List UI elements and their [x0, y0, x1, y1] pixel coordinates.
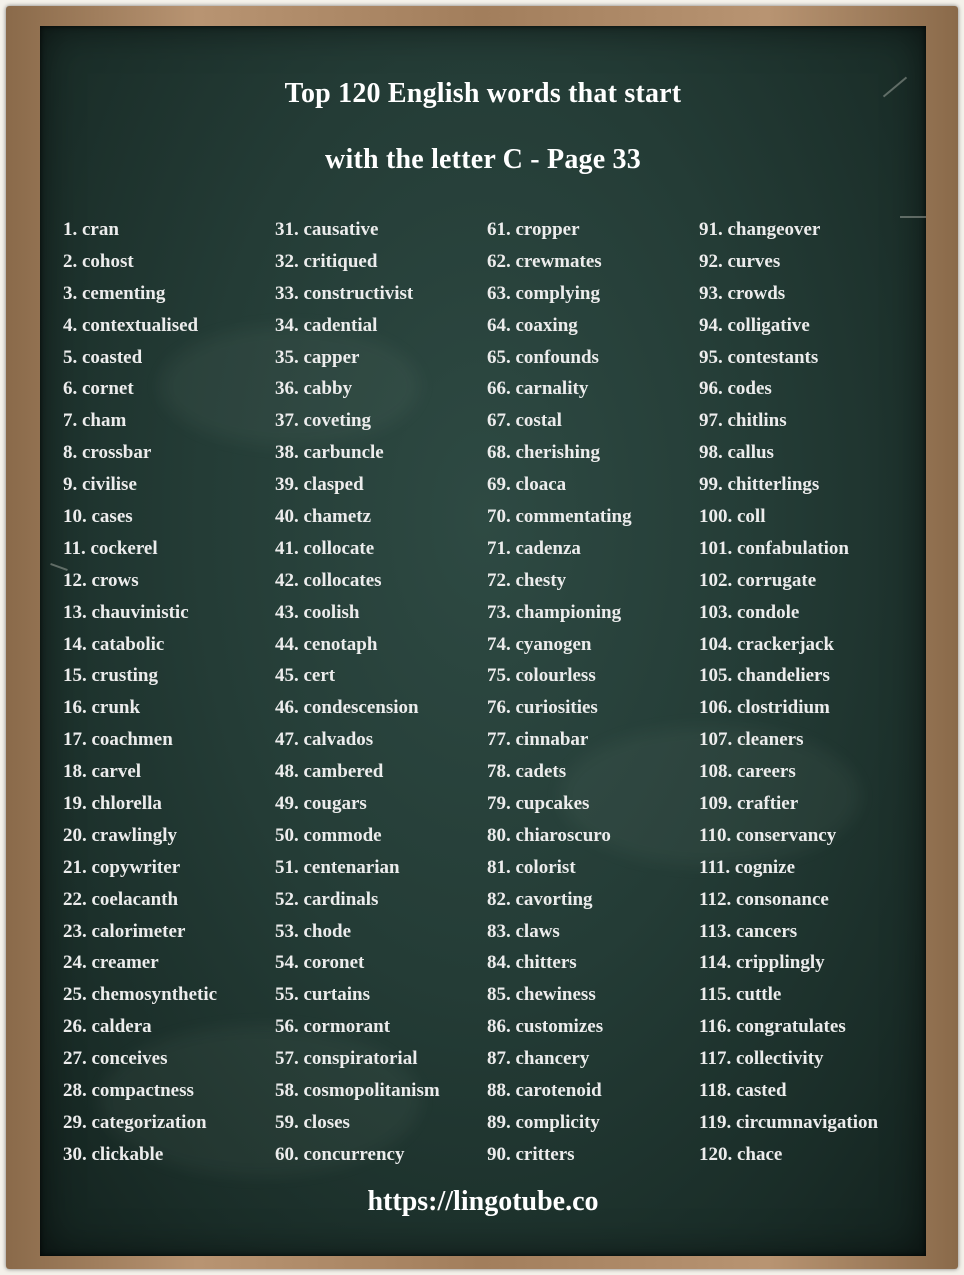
word-item: 118. casted [699, 1080, 787, 1102]
word-item: 8. crossbar [63, 442, 152, 464]
word-item: 3. cementing [63, 282, 166, 304]
word-item: 32. critiqued [275, 250, 378, 272]
word-item: 61. cropper [487, 219, 580, 240]
word-item: 94. colligative [699, 314, 810, 336]
word-item: 44. cenotaph [275, 633, 378, 655]
word-item: 98. callus [699, 442, 774, 464]
word-item: 111. cognize [699, 856, 796, 878]
word-item: 58. cosmopolitanism [275, 1080, 440, 1102]
word-item: 40. chametz [275, 506, 372, 528]
word-item: 99. chitterlings [699, 474, 820, 496]
word-item: 85. chewiness [487, 984, 596, 1006]
word-item: 9. civilise [63, 474, 137, 496]
word-item: 112. consonance [699, 888, 829, 910]
word-item: 54. coronet [275, 952, 365, 974]
word-item: 5. coasted [63, 346, 143, 368]
word-item: 6. cornet [63, 378, 134, 400]
word-item: 48. cambered [275, 761, 384, 783]
word-item: 27. conceives [63, 1048, 168, 1070]
word-item: 21. copywriter [63, 856, 181, 878]
word-item: 109. craftier [699, 793, 799, 815]
word-item: 78. cadets [487, 761, 567, 783]
word-item: 108. careers [699, 761, 796, 783]
chalk-scratch [900, 216, 926, 218]
word-item: 11. cockerel [63, 537, 158, 559]
word-item: 67. costal [487, 410, 562, 432]
word-item: 117. collectivity [699, 1048, 824, 1070]
word-item: 69. cloaca [487, 474, 567, 496]
word-item: 2. cohost [63, 250, 134, 272]
word-item: 35. capper [275, 346, 360, 368]
word-item: 106. clostridium [699, 697, 830, 719]
word-column-3 [487, 214, 632, 1171]
word-item: 76. curiosities [487, 697, 598, 719]
page-title-line-2: with the letter C - Page 33 [325, 144, 641, 175]
word-item: 38. carbuncle [275, 442, 384, 464]
word-item: 33. constructivist [275, 282, 414, 304]
word-item: 43. coolish [275, 601, 360, 623]
word-item: 105. chandeliers [699, 665, 830, 687]
word-item: 64. coaxing [487, 314, 578, 336]
word-item: 49. cougars [275, 793, 367, 815]
word-item: 29. categorization [63, 1111, 207, 1133]
word-item: 57. conspiratorial [275, 1048, 418, 1070]
word-item: 77. cinnabar [487, 729, 589, 751]
chalkboard [40, 26, 926, 1256]
word-item: 74. cyanogen [487, 633, 592, 655]
word-item: 86. customizes [487, 1016, 604, 1038]
word-item: 100. coll [699, 506, 766, 528]
word-item: 92. curves [699, 250, 781, 272]
word-item: 50. commode [275, 824, 382, 846]
word-item: 14. catabolic [63, 633, 165, 655]
word-item: 87. chancery [487, 1048, 590, 1070]
word-item: 22. coelacanth [63, 888, 179, 910]
word-item: 80. chiaroscuro [487, 824, 611, 846]
word-item: 68. cherishing [487, 442, 600, 464]
word-item: 60. concurrency [275, 1143, 405, 1165]
word-item: 66. carnality [487, 378, 589, 400]
word-item: 110. conservancy [699, 824, 837, 846]
word-item: 103. condole [699, 601, 800, 623]
word-item: 37. coveting [275, 410, 372, 432]
word-item: 120. chace [699, 1143, 783, 1165]
word-item: 20. crawlingly [63, 824, 177, 846]
word-item: 115. cuttle [699, 984, 782, 1006]
word-item: 70. commentating [487, 506, 632, 528]
word-item: 16. crunk [63, 697, 141, 719]
word-item: 65. confounds [487, 346, 599, 368]
word-item: 51. centenarian [275, 856, 400, 878]
word-item: 96. codes [699, 378, 772, 400]
word-item: 71. cadenza [487, 537, 581, 559]
word-item: 31. causative [275, 219, 379, 240]
word-item: 97. chitlins [699, 410, 787, 432]
word-item: 116. congratulates [699, 1016, 846, 1038]
word-item: 36. cabby [275, 378, 353, 400]
word-item: 25. chemosynthetic [63, 984, 218, 1006]
word-item: 75. colourless [487, 665, 596, 687]
word-item: 42. collocates [275, 569, 382, 591]
word-item: 12. crows [63, 569, 139, 591]
word-item: 113. cancers [699, 920, 798, 942]
word-item: 26. caldera [63, 1016, 152, 1038]
word-item: 23. calorimeter [63, 920, 186, 942]
word-item: 30. clickable [63, 1143, 164, 1165]
page-title-line-1: Top 120 English words that start [284, 78, 682, 109]
word-item: 89. complicity [487, 1111, 600, 1133]
word-item: 53. chode [275, 920, 351, 942]
word-item: 81. colorist [487, 856, 576, 878]
word-item: 55. curtains [275, 984, 370, 1006]
word-item: 101. confabulation [699, 537, 849, 559]
word-item: 10. cases [63, 506, 133, 528]
word-item: 79. cupcakes [487, 793, 590, 815]
word-item: 102. corrugate [699, 569, 817, 591]
word-item: 95. contestants [699, 346, 819, 368]
word-column-4 [699, 214, 878, 1171]
word-item: 24. creamer [63, 952, 159, 974]
word-item: 34. cadential [275, 314, 378, 336]
word-item: 88. carotenoid [487, 1080, 602, 1102]
word-item: 91. changeover [699, 219, 821, 240]
word-item: 59. closes [275, 1111, 350, 1133]
word-item: 63. complying [487, 282, 600, 304]
word-item: 119. circumnavigation [699, 1111, 879, 1133]
word-item: 107. cleaners [699, 729, 804, 751]
word-item: 18. carvel [63, 761, 142, 783]
word-item: 104. crackerjack [699, 633, 835, 655]
word-item: 19. chlorella [63, 793, 162, 815]
word-item: 47. calvados [275, 729, 374, 751]
word-item: 45. cert [275, 665, 336, 687]
footer-url: https://lingotube.co [367, 1186, 599, 1217]
word-item: 52. cardinals [275, 888, 379, 910]
word-item: 39. clasped [275, 474, 364, 496]
word-item: 62. crewmates [487, 250, 602, 272]
word-item: 46. condescension [275, 697, 419, 719]
chalkboard-frame [6, 6, 958, 1269]
word-item: 84. chitters [487, 952, 577, 974]
word-item: 13. chauvinistic [63, 601, 189, 623]
word-item: 72. chesty [487, 569, 567, 591]
word-column-1 [63, 214, 217, 1171]
word-column-2 [275, 214, 440, 1171]
word-item: 83. claws [487, 920, 560, 942]
word-item: 17. coachmen [63, 729, 173, 751]
word-item: 28. compactness [63, 1080, 194, 1102]
word-item: 7. cham [63, 410, 127, 432]
word-item: 1. cran [63, 219, 119, 240]
word-item: 56. cormorant [275, 1016, 391, 1038]
word-item: 114. cripplingly [699, 952, 825, 974]
word-item: 41. collocate [275, 537, 375, 559]
word-item: 82. cavorting [487, 888, 593, 910]
word-item: 93. crowds [699, 282, 786, 304]
word-item: 73. championing [487, 601, 622, 623]
word-item: 4. contextualised [63, 314, 199, 336]
word-item: 15. crusting [63, 665, 158, 687]
word-item: 90. critters [487, 1143, 575, 1165]
